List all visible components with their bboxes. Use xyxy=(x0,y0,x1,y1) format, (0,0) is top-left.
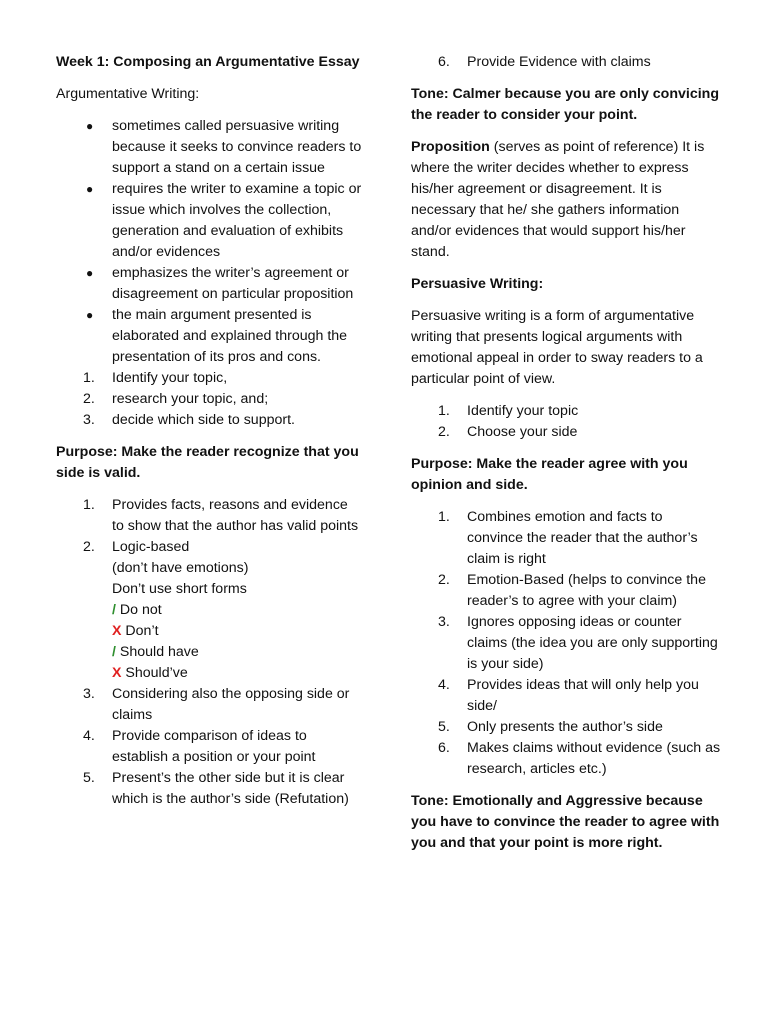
persuasive-purpose: Purpose: Make the reader agree with you opinion and side. xyxy=(411,456,688,493)
bullet-icon: ● xyxy=(86,308,94,322)
step-item: 2. research your topic, and; xyxy=(83,391,269,407)
right-column xyxy=(411,52,721,865)
cross-mark-icon: X xyxy=(112,623,122,639)
trait-item: 4. Provide comparison of ideas to establish a position or your point xyxy=(83,728,316,765)
step-item: 3. decide which side to support. xyxy=(83,412,295,428)
cross-mark-icon: X xyxy=(112,665,122,681)
trait-item: 1. Provides facts, reasons and evidence to show that the author has valid points xyxy=(83,497,359,534)
check-mark-icon: / xyxy=(112,644,116,660)
persuasive-tone: Tone: Emotionally and Aggressive because you have to convince the reader to agree with you and that your point is more right. xyxy=(411,793,720,851)
trait-item: 1. Combines emotion and facts to convince the reader that the author’s claim is right xyxy=(438,509,698,567)
persuasive-description: Persuasive writing is a form of argumentative writing that presents logical arguments with emotional appeal in order to sway readers to a particular point of view. xyxy=(411,308,703,387)
step-item: 1. Identify your topic, xyxy=(83,370,228,386)
argumentative-purpose: Purpose: Make the reader recognize that you side is valid. xyxy=(56,444,359,481)
step-item: 1. Identify your topic xyxy=(438,403,579,419)
argumentative-bullet-list xyxy=(56,116,362,368)
trait-item: 6. Makes claims without evidence (such as research, articles etc.) xyxy=(438,740,721,777)
bullet-item: ● requires the writer to examine a topic or issue which involves the collection, generation and evaluation of exhibits and/or evidences xyxy=(86,181,362,260)
persuasive-traits-list xyxy=(411,507,721,780)
left-column xyxy=(56,52,362,810)
example-wrong: X Should’ve xyxy=(112,665,188,681)
example-correct: / Do not xyxy=(112,602,162,618)
argumentative-tone: Tone: Calmer because you are only convicing the reader to consider your point. xyxy=(411,86,720,123)
persuasive-heading: Persuasive Writing: xyxy=(411,276,544,292)
persuasive-steps-list xyxy=(411,401,721,443)
trait-item: 6. Provide Evidence with claims xyxy=(438,54,651,70)
example-correct: / Should have xyxy=(112,644,199,660)
trait-item: 4. Provides ideas that will only help you side/ xyxy=(438,677,699,714)
trait-item: 5. Present’s the other side but it is clear which is the author’s side (Refutation) xyxy=(83,770,349,807)
example-wrong: X Don’t xyxy=(112,623,159,639)
bullet-icon: ● xyxy=(86,182,94,196)
proposition-term: Proposition xyxy=(411,139,490,155)
bullet-item: ● the main argument presented is elaborated and explained through the presentation of its pros and cons. xyxy=(86,307,348,365)
bullet-item: ● sometimes called persuasive writing because it seeks to convince readers to support a stand on a certain issue xyxy=(86,118,362,176)
page-title: Week 1: Composing an Argumentative Essay xyxy=(56,54,360,70)
bullet-item: ● emphasizes the writer’s agreement or disagreement on particular proposition xyxy=(86,265,354,302)
trait-item: 3. Considering also the opposing side or claims xyxy=(83,686,350,723)
trait-item-logic-based: 2. Logic-based (don’t have emotions) Don’t use short forms / Do not X Don’t / Should have X Should’ve xyxy=(56,537,362,684)
argumentative-subheading: Argumentative Writing: xyxy=(56,86,200,102)
proposition-paragraph: Proposition (serves as point of reference) It is where the writer decides whether to express his/her agreement or disagreement. It is necessary that he/ she gathers information and/or evidences that would support his/her stand. xyxy=(411,139,705,260)
bullet-icon: ● xyxy=(86,266,94,280)
trait-item: 5. Only presents the author’s side xyxy=(438,719,663,735)
argumentative-traits-continued xyxy=(411,52,721,73)
bullet-icon: ● xyxy=(86,119,94,133)
argumentative-traits-list xyxy=(56,495,362,810)
step-item: 2. Choose your side xyxy=(438,424,578,440)
trait-item: 3. Ignores opposing ideas or counter claims (the idea you are only supporting is your side) xyxy=(438,614,718,672)
argumentative-steps-list xyxy=(56,368,362,431)
trait-item: 2. Emotion-Based (helps to convince the reader’s to agree with your claim) xyxy=(438,572,706,609)
check-mark-icon: / xyxy=(112,602,116,618)
